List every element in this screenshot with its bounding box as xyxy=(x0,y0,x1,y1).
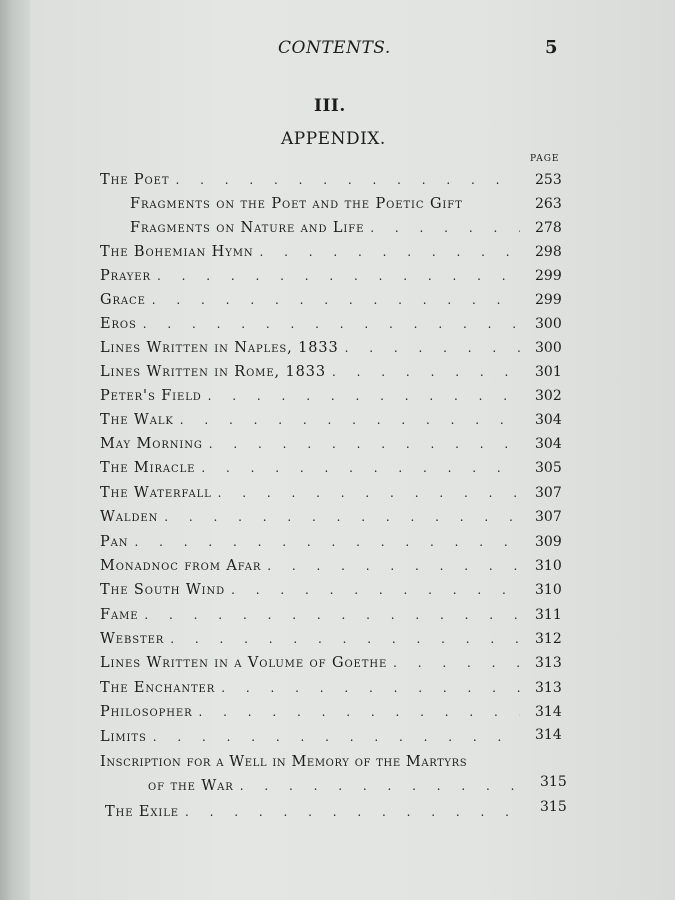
toc-entry-page: 314 xyxy=(535,727,562,743)
dot-leader xyxy=(144,608,520,622)
toc-entry-page: 300 xyxy=(535,340,562,356)
toc-entry-page: 311 xyxy=(535,607,562,623)
toc-entry xyxy=(100,631,520,651)
toc-entry-title: Inscription for a Well in Memory of the Martyrs xyxy=(100,754,468,770)
toc-entry-page: 300 xyxy=(535,316,562,332)
toc-entry-page: 305 xyxy=(535,460,562,476)
toc-entry xyxy=(100,534,520,554)
dot-leader xyxy=(393,656,520,670)
dot-leader xyxy=(134,535,520,549)
dot-leader xyxy=(231,583,520,597)
toc-entry xyxy=(100,485,520,505)
toc-entry-title: Fragments on Nature and Life xyxy=(130,220,365,236)
toc-entry-title: Monadnoc from Afar xyxy=(100,558,262,574)
dot-leader xyxy=(345,341,520,355)
toc-entry-title: The Bohemian Hymn xyxy=(100,244,254,260)
toc-entry-title: The Exile xyxy=(105,804,179,820)
dot-leader xyxy=(240,779,520,793)
toc-entry xyxy=(100,172,520,192)
dot-leader xyxy=(218,486,520,500)
toc-entry-title: The Walk xyxy=(100,412,174,428)
dot-leader xyxy=(259,245,520,259)
dot-leader xyxy=(157,269,520,283)
toc-entry-page: 304 xyxy=(535,412,562,428)
section-numeral: III. xyxy=(314,96,346,116)
book-gutter xyxy=(0,0,30,900)
dot-leader xyxy=(221,681,520,695)
toc-entry-title: Limits xyxy=(100,729,147,745)
toc-entry xyxy=(130,196,520,216)
dot-leader xyxy=(370,221,520,235)
dot-leader xyxy=(143,317,520,331)
toc-entry-page: 299 xyxy=(535,268,562,284)
toc-entry xyxy=(100,436,520,456)
dot-leader xyxy=(201,461,520,475)
dot-leader xyxy=(180,413,520,427)
dot-leader xyxy=(199,705,521,719)
toc-entry-page: 315 xyxy=(540,774,567,790)
toc-entry xyxy=(100,509,520,529)
toc-entry xyxy=(100,582,520,602)
toc-entry xyxy=(100,364,520,384)
toc-entry xyxy=(130,220,520,240)
toc-entry xyxy=(100,704,520,724)
toc-entry-title: Fragments on the Poet and the Poetic Gift xyxy=(130,196,463,212)
toc-entry xyxy=(100,268,520,288)
toc-entry xyxy=(105,804,525,824)
running-title: CONTENTS. xyxy=(278,38,391,58)
toc-entry-title: Prayer xyxy=(100,268,151,284)
toc-entry-title: Fame xyxy=(100,607,139,623)
toc-entry-title-continuation: of the War xyxy=(148,778,234,794)
toc-entry-title: Walden xyxy=(100,509,159,525)
toc-entry-page: 298 xyxy=(535,244,562,260)
dot-leader xyxy=(332,365,520,379)
toc-entry-title: Peter's Field xyxy=(100,388,202,404)
toc-entry-page: 310 xyxy=(535,582,562,598)
dot-leader xyxy=(185,805,525,819)
toc-entry xyxy=(100,460,520,480)
toc-entry xyxy=(100,316,520,336)
toc-entry xyxy=(100,680,520,700)
toc-entry xyxy=(100,655,520,675)
toc-entry-title: The Enchanter xyxy=(100,680,216,696)
toc-entry xyxy=(100,340,520,360)
toc-entry-title: Philosopher xyxy=(100,704,193,720)
toc-entry xyxy=(100,754,540,774)
toc-entry-page: 263 xyxy=(535,196,562,212)
toc-entry xyxy=(100,388,520,408)
toc-entry-title: May Morning xyxy=(100,436,203,452)
toc-entry-page: 313 xyxy=(535,680,562,696)
toc-entry-page: 307 xyxy=(535,485,562,501)
dot-leader xyxy=(267,559,520,573)
toc-entry-continuation xyxy=(148,778,520,798)
toc-entry-page: 304 xyxy=(535,436,562,452)
toc-entry-title: Webster xyxy=(100,631,165,647)
toc-entry-page: 312 xyxy=(535,631,562,647)
toc-entry-page: 310 xyxy=(535,558,562,574)
toc-entry-title: The Miracle xyxy=(100,460,196,476)
toc-entry-title: Lines Written in a Volume of Goethe xyxy=(100,655,388,671)
dot-leader xyxy=(170,632,520,646)
toc-entry-title: Pan xyxy=(100,534,129,550)
toc-entry-page: 314 xyxy=(535,704,562,720)
toc-entry-page: 315 xyxy=(540,799,567,815)
toc-entry-title: The Waterfall xyxy=(100,485,212,501)
toc-entry xyxy=(100,412,520,432)
toc-entry-page: 307 xyxy=(535,509,562,525)
toc-entry-title: Lines Written in Rome, 1833 xyxy=(100,364,327,380)
dot-leader xyxy=(209,437,520,451)
toc-entry xyxy=(100,558,520,578)
toc-entry-page: 313 xyxy=(535,655,562,671)
toc-entry-page: 301 xyxy=(535,364,562,380)
dot-leader xyxy=(153,730,520,744)
toc-entry-title: Eros xyxy=(100,316,137,332)
toc-entry-title: Lines Written in Naples, 1833 xyxy=(100,340,339,356)
toc-entry-title: The Poet xyxy=(100,172,170,188)
toc-entry-page: 253 xyxy=(535,172,562,188)
page-column-label: PAGE xyxy=(530,154,560,164)
toc-entry-page: 302 xyxy=(535,388,562,404)
toc-entry-title: Grace xyxy=(100,292,146,308)
toc-entry-title: The South Wind xyxy=(100,582,226,598)
page-number: 5 xyxy=(545,37,558,58)
toc-entry xyxy=(100,729,520,749)
dot-leader xyxy=(208,389,520,403)
dot-leader xyxy=(164,510,520,524)
dot-leader xyxy=(152,293,520,307)
toc-entry-page: 299 xyxy=(535,292,562,308)
toc-entry xyxy=(100,607,520,627)
toc-entry xyxy=(100,292,520,312)
section-title: APPENDIX. xyxy=(281,129,386,149)
toc-entry-page: 309 xyxy=(535,534,562,550)
toc-entry xyxy=(100,244,520,264)
toc-entry-page: 278 xyxy=(535,220,562,236)
dot-leader xyxy=(175,173,520,187)
